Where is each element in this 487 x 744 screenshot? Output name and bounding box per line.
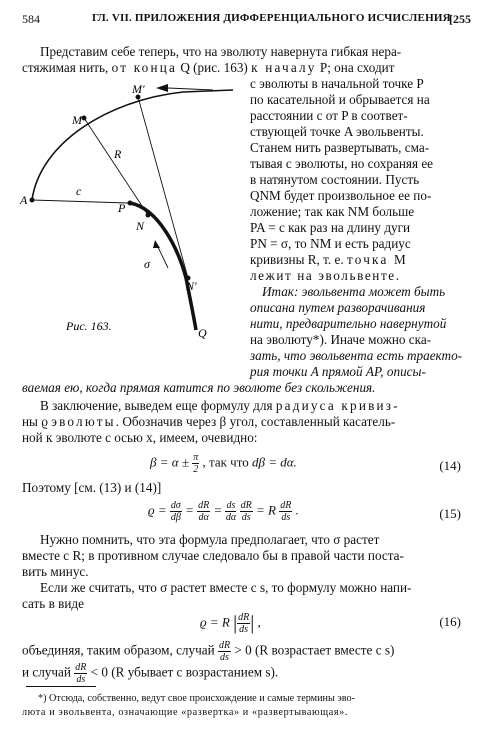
p2-line3: нити, предварительно навернутой <box>250 316 447 331</box>
p1-line9: в натянутом состоянии. Пусть <box>250 172 420 187</box>
p2-line1: Итак: эвольвента может быть <box>262 284 446 299</box>
p1-line3: с эволюты в начальной точке P <box>250 76 424 91</box>
p1-line1: Представим себе теперь, что на эволюту навернута гибкая нера- <box>40 44 402 59</box>
p6-line1: объединяя, таким образом, случай $\frac{dR}{ds}$ > 0 (R возрастает вместе с s) <box>22 640 395 663</box>
p2-line7: ваемая ею, когда прямая катится по эволюте без скольжения. <box>22 380 376 395</box>
p1-line11: ложение; так как NM больше <box>250 204 415 219</box>
label-M-prime: M' <box>132 82 145 96</box>
p3-line2: ны ϱ эволюты. Обозначив через β угол, составленный касатель- <box>22 414 396 429</box>
eq-number-15: (15) <box>439 506 461 521</box>
equation-15: ϱ = $\frac{d\sigma}{d\beta}$ = $\frac{dR}{d\alpha}$ = $\frac{ds}{d\alpha}$ $\frac{dR}{ds}$ = R $\frac{dR}{ds}$ . <box>148 500 299 523</box>
eq-number-16: (16) <box>439 614 461 629</box>
p1-line12: PA = c как раз на длину дуги <box>250 220 411 235</box>
p1-line15: лежит на эвольвенте. <box>250 268 401 283</box>
line-MN <box>84 118 148 215</box>
label-A: A <box>20 193 28 207</box>
p2-line5: зать, что эвольвента есть траекто- <box>250 348 463 363</box>
p1-line7: Станем нить развертывать, сма- <box>250 140 430 155</box>
eq-number-14: (14) <box>439 458 461 473</box>
label-M: M <box>72 113 82 127</box>
footnote-line2: люта и эвольвента, означающие «развертка» и «развертывающая». <box>22 707 348 718</box>
page-number: 584 <box>22 12 40 26</box>
label-P: P <box>118 201 126 215</box>
p4-line2: вместе с R; в противном случае следовало бы в правой части поста- <box>22 548 404 563</box>
involute-curve <box>32 90 233 200</box>
p1-line4: по касательной и обрывается на <box>250 92 430 107</box>
p1-line10: QNM будет произвольное ее по- <box>250 188 432 203</box>
label-Q: Q <box>198 326 207 340</box>
p1-line2: стяжимая нить, от конца Q (рис. 163) к началу P; она сходит <box>22 60 395 75</box>
equation-16: ϱ = R | $\frac{dR}{ds}$ | , <box>200 612 261 635</box>
p5-line1: Если же считать, что σ растет вместе с s, то формулу можно напи- <box>40 580 412 595</box>
label-sigma: σ <box>144 257 150 271</box>
footnote-line1: *) Отсюда, собственно, ведут свое происхождение и самые термины эво- <box>38 693 355 704</box>
line-MpNp <box>138 97 188 278</box>
p2-line4: на эволюту*). Иначе можно ска- <box>250 332 432 347</box>
p4-line1: Нужно помнить, что эта формула предполагает, что σ растет <box>40 532 380 547</box>
p2-line2: описана путем разворачивания <box>250 300 426 315</box>
figure-caption: Рис. 163. <box>66 319 112 333</box>
page-header <box>22 12 471 28</box>
text-therefore: Поэтому [см. (13) и (14)] <box>22 480 162 495</box>
p1-line6: ствующей точке A эвольвенты. <box>250 124 424 139</box>
p3-line3: ной к эволюте с осью x, имеем, очевидно: <box>22 430 258 445</box>
label-N: N <box>136 219 145 233</box>
label-c: c <box>76 184 82 198</box>
chapter-title: ГЛ. VII. ПРИЛОЖЕНИЯ ДИФФЕРЕНЦИАЛЬНОГО ИСЧИСЛЕНИЯ <box>92 12 451 24</box>
section-number: [255 <box>449 12 471 26</box>
p1-line8: тывая с эволюты, но сохраняя ее <box>250 156 434 171</box>
line-AP <box>32 200 130 203</box>
equation-14: β = α ± $\frac{\pi}{2}$ , так что dβ = dα. <box>150 452 297 475</box>
p5-line2: сать в виде <box>22 596 84 611</box>
figure-163 <box>18 78 243 343</box>
p1-line14: кривизны R, т. е. точка M <box>250 252 408 267</box>
footnote-divider <box>26 686 96 687</box>
p4-line3: вить минус. <box>22 564 89 579</box>
p2-line6: рия точки A прямой AP, описы- <box>250 364 426 379</box>
label-N-prime: N' <box>186 279 197 293</box>
p1-line13: PN = σ, то NM и есть радиус <box>250 236 411 251</box>
label-R: R <box>114 147 122 161</box>
p6-line2: и случай $\frac{dR}{ds}$ < 0 (R убывает с возрастанием s). <box>22 662 279 685</box>
p1-line5: расстоянии c от P в соответ- <box>250 108 408 123</box>
p3-line1: В заключение, выведем еще формулу для радиуса кривиз- <box>40 398 400 413</box>
